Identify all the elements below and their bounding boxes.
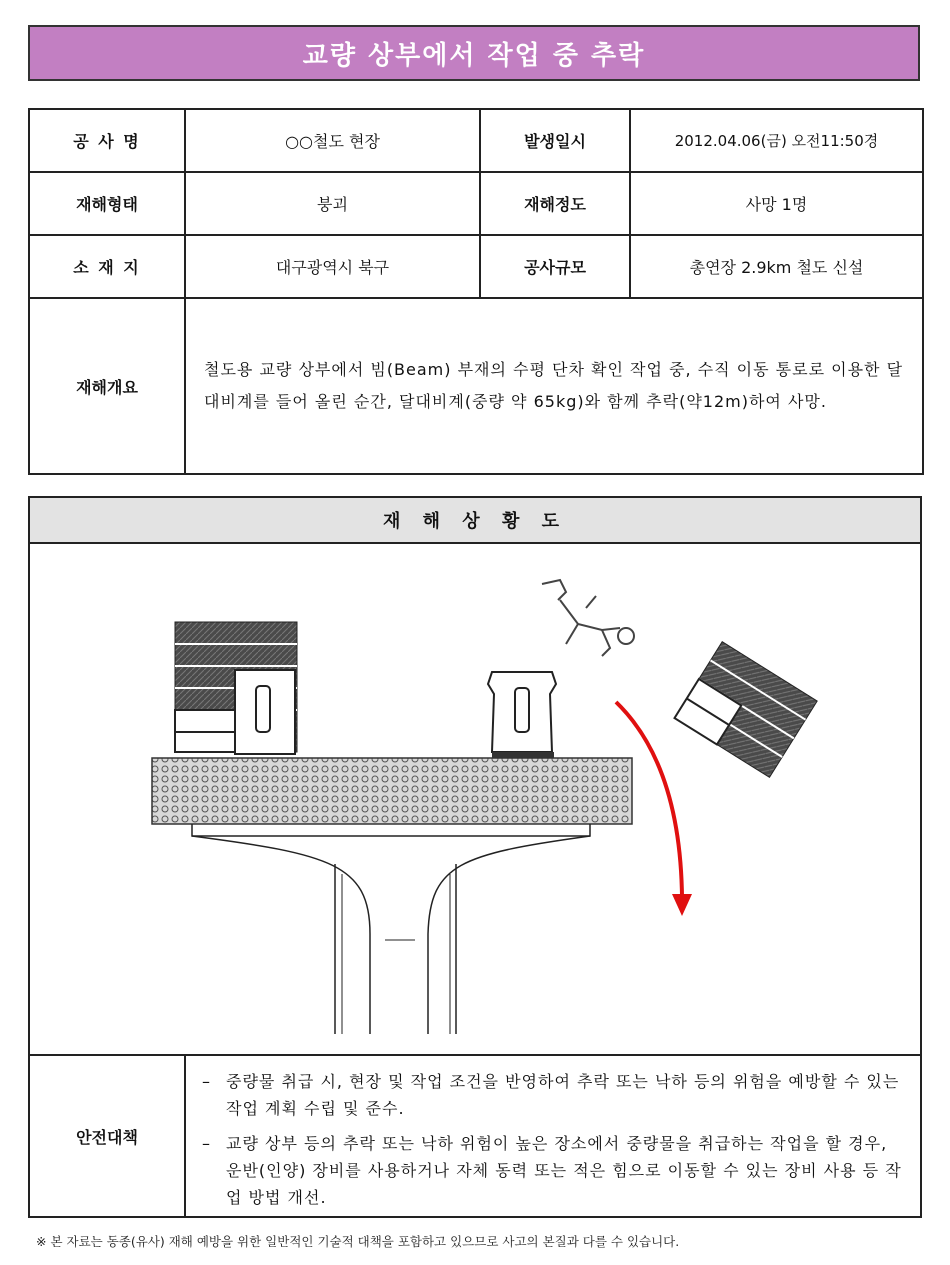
- info-row-summary: [29, 298, 923, 474]
- value-accident-severity: 사망 1명: [630, 172, 923, 235]
- label-project-scale: 공사규모: [480, 235, 630, 298]
- value-accident-type: 붕괴: [185, 172, 480, 235]
- falling-worker-figure: [542, 580, 634, 656]
- value-occurrence-date: 2012.04.06(금) 오전11:50경: [630, 109, 923, 172]
- value-location: 대구광역시 북구: [185, 235, 480, 298]
- footnote: ※ 본 자료는 동종(유사) 재해 예방을 위한 일반적인 기술적 대책을 포함하고 있으므로 사고의 본질과 다를 수 있습니다.: [36, 1234, 680, 1249]
- safety-measures-row: [30, 1054, 920, 1216]
- value-accident-summary: 철도용 교량 상부에서 빔(Beam) 부재의 수평 단차 확인 작업 중, 수직 이동 통로로 이용한 달대비계를 들어 올린 순간, 달대비계(중량 약 65kg)와 함께 추락(약12m)하여 사망.: [185, 298, 923, 474]
- label-accident-summary: 재해개요: [29, 298, 185, 474]
- value-project-scale: 총연장 2.9km 철도 신설: [630, 235, 923, 298]
- label-accident-type: 재해형태: [29, 172, 185, 235]
- falling-platform: [675, 642, 818, 778]
- safety-measures-list: [202, 1068, 902, 1219]
- page-title: 교량 상부에서 작업 중 추락: [302, 40, 646, 71]
- center-barrier-block: [488, 672, 556, 766]
- scene-header: 재 해 상 황 도: [30, 498, 920, 544]
- dash-bullet: –: [202, 1134, 211, 1153]
- bridge-fall-diagram: [30, 544, 920, 1054]
- bridge-deck: [152, 758, 632, 1034]
- info-row-type: [29, 172, 923, 235]
- label-accident-severity: 재해정도: [480, 172, 630, 235]
- accident-info-table: [28, 108, 924, 475]
- safety-item-text: 중량물 취급 시, 현장 및 작업 조건을 반영하여 추락 또는 낙하 등의 위험을 예방할 수 있는 작업 계획 수립 및 준수.: [226, 1072, 900, 1118]
- info-row-project: [29, 109, 923, 172]
- safety-item-text: 교량 상부 등의 추락 또는 낙하 위험이 높은 장소에서 중량물을 취급하는 작업을 할 경우, 운반(인양) 장비를 사용하거나 자체 동력 또는 적은 힘으로 이동할 수 있는 장비 사용 등 작업 방법 개선.: [226, 1134, 902, 1207]
- info-row-location: [29, 235, 923, 298]
- list-item: [202, 1130, 902, 1211]
- label-occurrence-date: 발생일시: [480, 109, 630, 172]
- scene-illustration: [30, 544, 920, 1054]
- list-item: [202, 1068, 902, 1122]
- label-safety-measures: 안전대책: [30, 1056, 186, 1216]
- accident-scene-box: [28, 496, 922, 1218]
- label-location: 소 재 지: [29, 235, 185, 298]
- page-title-bar: [28, 25, 920, 81]
- value-project-name: ○○철도 현장: [185, 109, 480, 172]
- label-project-name: 공 사 명: [29, 109, 185, 172]
- dash-bullet: –: [202, 1072, 211, 1091]
- left-stacked-blocks: [175, 622, 297, 754]
